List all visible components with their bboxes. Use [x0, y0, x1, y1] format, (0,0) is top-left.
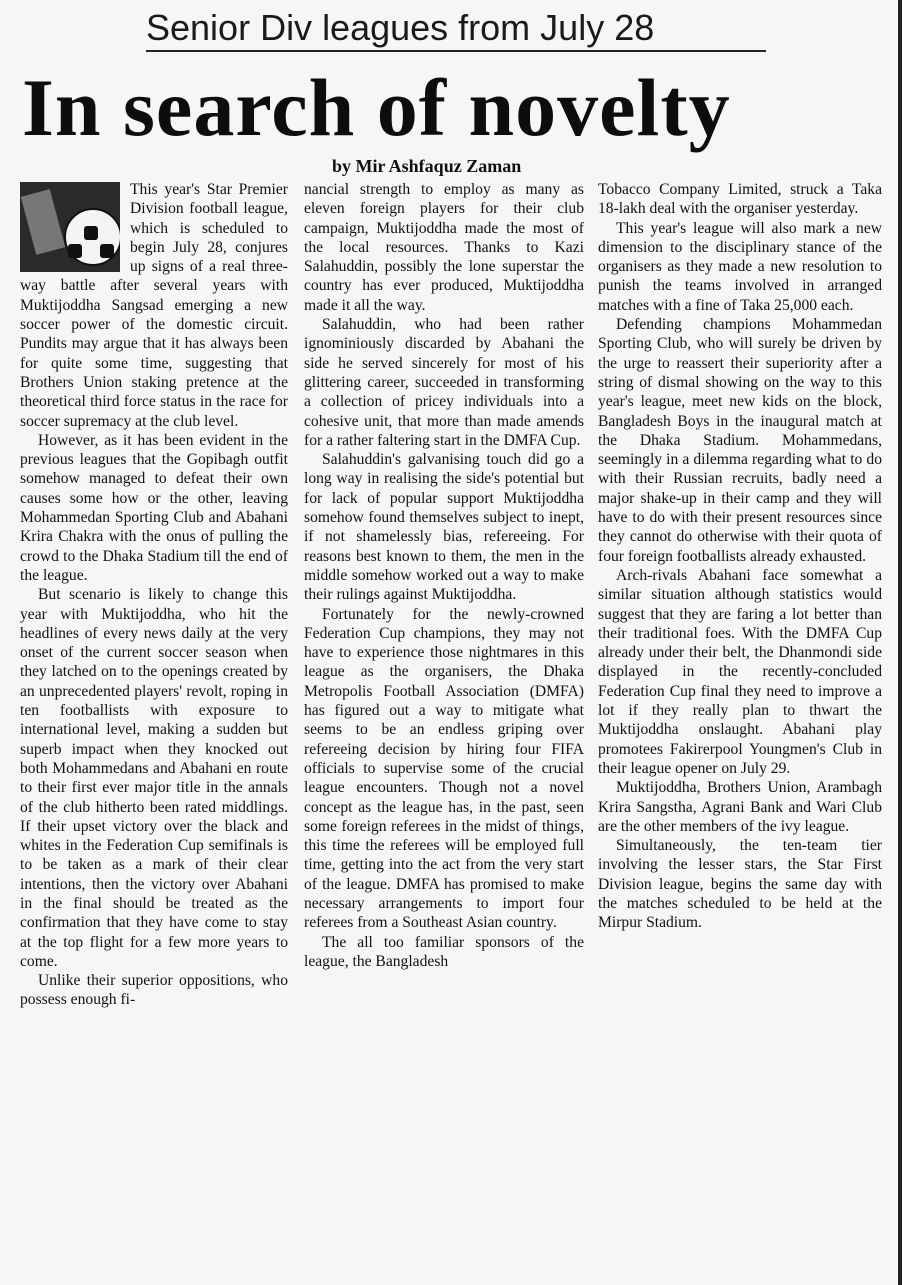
paragraph: Unlike their superior oppositions, who possess enough fi- [20, 972, 288, 1009]
paragraph: Fortunately for the newly-crowned Federation Cup champions, they may not have to experience those nightmares in this league as the organisers, the Dhaka Metropolis Football Association (DMFA) has figured out a way to mitigate what seems to be an endless griping over refereeing decision by hiring four FIFA officials to supervise some of the crucial league encounters. Though not a novel concept as the league has, in the past, seen some foreign referees in the midst of things, this time the referees will be employed full time, getting into the act from the very start of the league. DMFA has promised to make necessary arrangements to import four referees from a Southeast Asian country. [304, 605, 584, 932]
article-column-1 [20, 180, 288, 1010]
kicker-headline: Senior Div leagues from July 28 [146, 6, 766, 52]
paragraph: Tobacco Company Limited, struck a Taka 18-lakh deal with the organiser yesterday. [598, 181, 882, 218]
column-rule [898, 0, 902, 1285]
article-column-3 [598, 180, 882, 933]
paragraph: nancial strength to employ as many as eleven foreign players for their club campaign, Muktijoddha made the most of the local resources. Thanks to Kazi Salahuddin, possibly the lone superstar the country has ever produced, Muktijoddha made it all the way. [304, 181, 584, 314]
paragraph: However, as it has been evident in the previous leagues that the Gopibagh outfit somehow managed to defeat their own causes some how or the other, leaving Mohammedan Sporting Club and Abahani Krira Chakra with the onus of pulling the crowd to the Dhaka Stadium till the end of the league. [20, 431, 288, 584]
byline: by Mir Ashfaquz Zaman [332, 156, 522, 176]
paragraph: Salahuddin's galvanising touch did go a long way in realising the side's potential but for lack of popular support Muktijoddha somehow found themselves subject to inept, if not shamelessly bias, refereeing. For reasons best known to them, the men in the middle somehow worked out a way to make their rulings against Muktijoddha. [304, 451, 584, 604]
ball-patch [84, 226, 98, 240]
photo-background [21, 189, 66, 255]
ball-patch [68, 244, 82, 258]
paragraph: The all too familiar sponsors of the league, the Bangladesh [304, 933, 584, 970]
paragraph: Defending champions Mohammedan Sporting Club, who will surely be driven by the urge to reassert their superiority after a string of dismal showing on the way to this year's league, meet new kids on the block, Bangladesh Boys in the inaugural match at the Dhaka Stadium. Mohammedans, seemingly in a dilemma regarding what to do with their Russian recruits, badly need a major shake-up in their camp and they will have to do with their present resources since they cannot do otherwise with their quota of four foreign footballists already exhausted. [598, 316, 882, 565]
paragraph: Salahuddin, who had been rather ignominiously discarded by Abahani the side he served sincerely for most of his glittering career, succeeded in transforming a collection of pricey individuals into a cohesive unit, that more than made amends for a rather faltering start in the DMFA Cup. [304, 316, 584, 449]
ball-patch [100, 244, 114, 258]
main-headline: In search of novelty [22, 62, 731, 153]
paragraph: But scenario is likely to change this year with Muktijoddha, who hit the headlines of every news daily at the very onset of the current soccer season when they latched on to the openings created by an unprecedented players' revolt, roping in ten footballists with exposure to international level, making a sudden but superb impact when they knocked out both Mohammedans and Abahani en route to their first ever major title in the annals of the club hitherto been rated middlings. If their upset victory over the black and whites in the Federation Cup semifinals is to be taken as a mark of their clear intentions, then the victory over Abahani in the final should be treated as the confirmation that they have come to stay at the top flight for a few more years to come. [20, 586, 288, 970]
paragraph: This year's league will also mark a new dimension to the disciplinary stance of the organisers as they made a new resolution to punish the teams involved in arranged matches with a fine of Taka 25,000 each. [598, 219, 882, 314]
paragraph: This year's Star Premier Division football league, which is scheduled to begin July 28, conjures up signs of a real three-way battle after several years with Muktijoddha Sangsad emerging a new soccer power of the domestic circuit. Pundits may argue that it has always been for quite some time, suggesting that Brothers Union staking pretence at the theoretical third force status in the race for soccer supremacy at the club level. [20, 181, 288, 430]
paragraph: Muktijoddha, Brothers Union, Arambagh Krira Sangstha, Agrani Bank and Wari Club are the other members of the ivy league. [598, 779, 882, 835]
paragraph: Simultaneously, the ten-team tier involving the lesser stars, the Star First Division league, begins the same day with the matches scheduled to be held at the Mirpur Stadium. [598, 837, 882, 932]
paragraph: Arch-rivals Abahani face somewhat a similar situation although statistics would suggest that they are faring a lot better than their traditional foes. With the DMFA Cup already under their belt, the Dhanmondi side displayed in the recently-concluded Federation Cup final they need to improve a lot if they really plan to thwart the Muktijoddha onslaught. Abahani play promotees Fakirerpool Youngmen's Club in their league opener on July 29. [598, 566, 882, 777]
article-column-2 [304, 180, 584, 971]
football-photo [20, 182, 120, 272]
football-icon [64, 208, 120, 266]
